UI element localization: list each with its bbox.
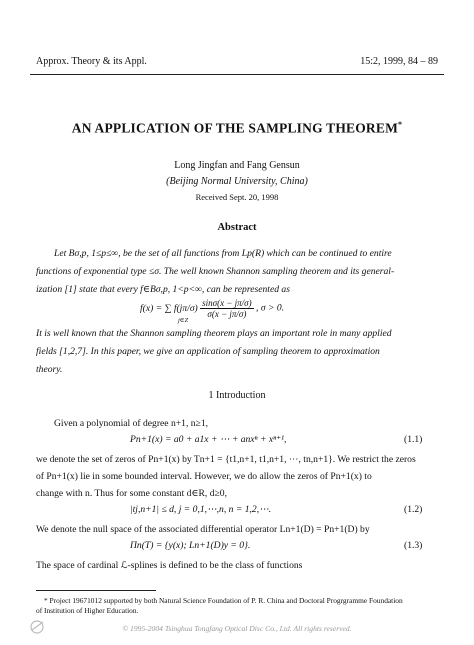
formula-sum-subscript: j∈Z	[178, 316, 189, 324]
affiliation: (Beijing Normal University, China)	[166, 176, 308, 187]
title-footnote-mark: *	[398, 120, 403, 129]
equation-1-1-number: (1.1)	[404, 434, 423, 445]
formula-left: f(x) = ∑ f(jπ/σ)	[140, 302, 198, 314]
abstract-line-6: theory.	[36, 364, 63, 375]
abstract-line-5: fields [1,2,7]. In this paper, we give an application of sampling theorem to approximation	[36, 346, 380, 357]
equation-1-2-number: (1.2)	[404, 504, 423, 515]
intro-paragraph-1: Given a polynomial of degree n+1, n≥1,	[54, 418, 209, 429]
footnote	[36, 596, 440, 616]
equation-1-1: Pn+1(x) = a0 + a1x + ⋯ + anxⁿ + xⁿ⁺¹,	[130, 434, 287, 445]
abstract-line-2: functions of exponential type ≤σ. The well known Shannon sampling theorem and its general-	[36, 266, 395, 277]
intro-paragraph-2a: we denote the set of zeros of Pn+1(x) by Tn+1 = {t1,n+1, t1,n+1, ⋯, tn,n+1}. We restrict the zeros	[36, 454, 416, 465]
footnote-rule	[36, 590, 156, 591]
abstract-line-1: Let Bσ,p, 1≤p≤∞, be the set of all functions from Lp(R) which can be continued to entire	[54, 248, 392, 259]
received-date: Received Sept. 20, 1998	[195, 192, 279, 202]
authors: Long Jingfan and Fang Gensun	[174, 160, 300, 171]
header-rule	[30, 74, 444, 75]
formula-numerator: sinσ(x − jπ/σ)	[202, 298, 252, 308]
equation-1-3-number: (1.3)	[404, 540, 423, 551]
equation-1-3: Πn(T) = {y(x); Ln+1(D)y = 0}.	[130, 540, 251, 551]
intro-paragraph-3: We denote the null space of the associated differential operator Ln+1(D) = Pn+1(D) by	[36, 524, 370, 535]
running-header-citation: 15:2, 1999, 84 – 89	[360, 56, 438, 67]
formula-denominator: σ(x − jπ/σ)	[207, 309, 247, 319]
formula-right: , σ > 0.	[256, 302, 285, 314]
abstract-line-3: ization [1] state that every f∈Bσ,p, 1<p<∞, can be represented as	[36, 284, 290, 295]
intro-paragraph-2b: of Pn+1(x) lie in some bounded interval. However, we do allow the zeros of Pn+1(x) to	[36, 471, 372, 482]
section-heading: 1 Introduction	[208, 390, 266, 401]
abstract-line-4: It is well known that the Shannon sampling theorem plays an important role in many applied	[36, 328, 392, 339]
paper-title-text: AN APPLICATION OF THE SAMPLING THEOREM	[71, 120, 399, 136]
footnote-line-1: * Project 19671012 supported by both Natural Science Foundation of P. R. China and Doctoral Progrgramme Foundation	[44, 596, 403, 605]
sampling-formula	[140, 298, 285, 324]
footnote-line-2: of Institution of Higher Education.	[36, 606, 139, 615]
intro-paragraph-4: The space of cardinal ℒ-splines is defined to be the class of functions	[36, 560, 303, 571]
intro-paragraph-2c: change with n. Thus for some constant d∈R, d≥0,	[36, 488, 227, 499]
copyright-watermark: © 1995-2004 Tsinghua Tongfang Optical Disc Co., Ltd. All rights reserved.	[122, 624, 352, 633]
paper-title	[0, 120, 474, 137]
equation-1-2: |tj,n+1| ≤ d, j = 0,1,⋯,n, n = 1,2,⋯.	[130, 504, 272, 515]
abstract-heading: Abstract	[217, 222, 257, 233]
running-header-journal: Approx. Theory & its Appl.	[36, 56, 147, 67]
formula-fraction	[200, 298, 253, 319]
